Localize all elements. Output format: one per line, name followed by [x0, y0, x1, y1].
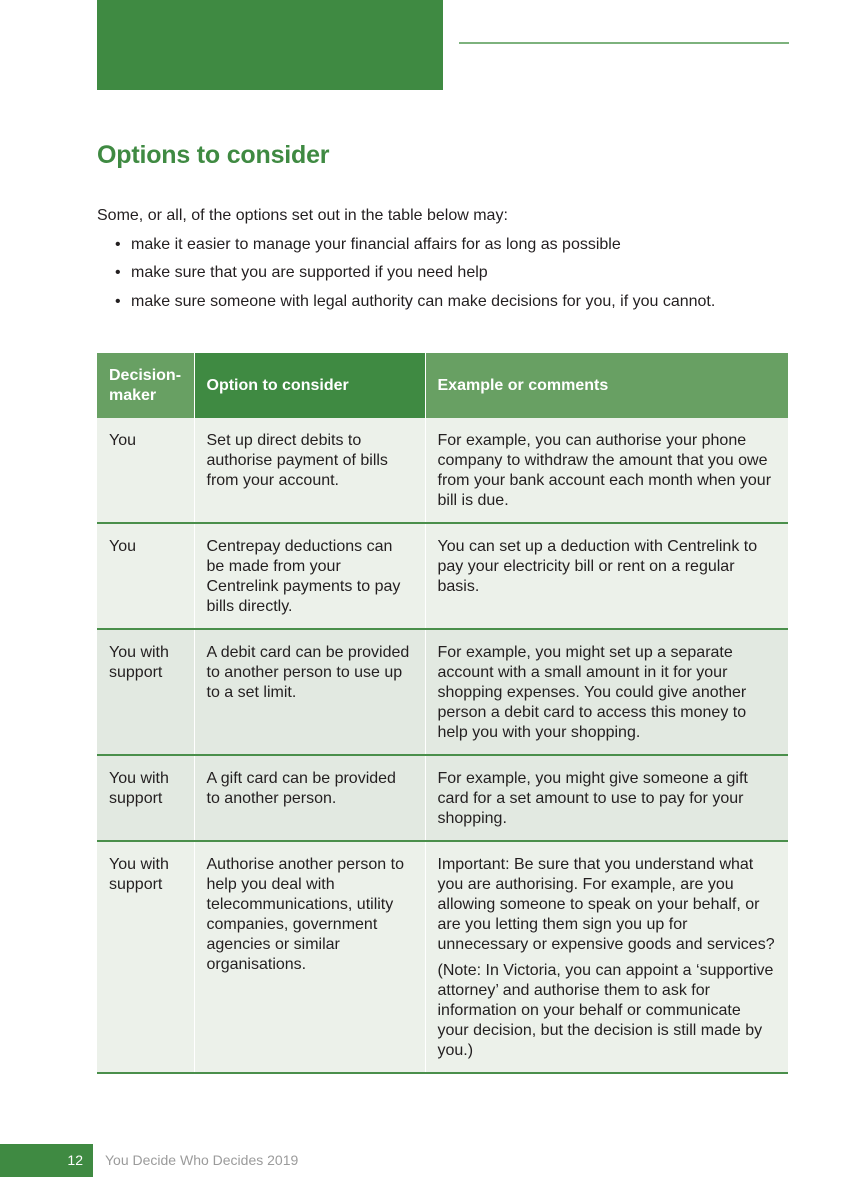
option-cell: Authorise another person to help you deal with telecommunications, utility companies, government agencies or similar organisations.: [194, 841, 425, 1073]
comment-paragraph: Important: Be sure that you understand what you are authorising. For example, are you allowing someone to speak on your behalf, or are you letting them sign you up for unnecessary or expensive goods and services?: [437, 856, 775, 953]
intro-text: Some, or all, of the options set out in the table below may:: [97, 207, 508, 224]
bullet-dot-icon: •: [115, 292, 121, 310]
page-title: Options to consider: [97, 141, 330, 169]
comment-paragraph: For example, you might give someone a gift card for a set amount to use to pay for your shopping.: [437, 770, 748, 827]
column-header-comments: Example or comments: [425, 353, 788, 418]
table-row: [97, 755, 788, 841]
comment-note: (Note: In Victoria, you can appoint a ‘supportive attorney’ and authorise them to ask for information on your behalf or communicate your decision, but the decision is still made by you.): [437, 962, 774, 1059]
decision-maker-cell: You with support: [97, 755, 194, 841]
table-header-row: [97, 353, 788, 418]
bullet-item: [97, 235, 797, 255]
comment-paragraph: You can set up a deduction with Centrelink to pay your electricity bill or rent on a regular basis.: [437, 538, 758, 595]
decision-maker-cell: You: [97, 418, 194, 523]
decision-maker-cell: You with support: [97, 629, 194, 755]
comment-paragraph: For example, you might set up a separate account with a small amount in it for your shopping expenses. You could give another person a debit card to access this money to help you with your shopping.: [437, 644, 747, 741]
page-number-block: [0, 1144, 93, 1177]
option-cell: A gift card can be provided to another person.: [194, 755, 425, 841]
decision-maker-cell: You with support: [97, 841, 194, 1073]
header-rule: [459, 42, 789, 44]
comments-cell: [425, 629, 788, 755]
decision-maker-cell: You: [97, 523, 194, 629]
comments-cell: [425, 523, 788, 629]
option-cell: Set up direct debits to authorise payment of bills from your account.: [194, 418, 425, 523]
bullet-item: [97, 292, 797, 312]
option-cell: A debit card can be provided to another person to use up to a set limit.: [194, 629, 425, 755]
table-row: [97, 418, 788, 523]
header-green-block: [97, 0, 443, 90]
comments-cell: [425, 841, 788, 1073]
column-header-option: Option to consider: [194, 353, 425, 418]
column-header-decision-maker: Decision-maker: [97, 353, 194, 418]
option-cell: Centrepay deductions can be made from your Centrelink payments to pay bills directly.: [194, 523, 425, 629]
comment-paragraph: For example, you can authorise your phone company to withdraw the amount that you owe from your bank account each month when your bill is due.: [437, 432, 772, 509]
options-table: [97, 353, 788, 1074]
bullet-dot-icon: •: [115, 235, 121, 253]
table-row: [97, 629, 788, 755]
footer-publication-title: You Decide Who Decides 2019: [105, 1152, 299, 1168]
bullet-item: [97, 263, 797, 283]
table-row: [97, 523, 788, 629]
bullet-text: make it easier to manage your financial affairs for as long as possible: [131, 235, 621, 253]
comments-cell: [425, 755, 788, 841]
comments-cell: [425, 418, 788, 523]
bullet-text: make sure someone with legal authority can make decisions for you, if you cannot.: [131, 292, 716, 310]
table-row: [97, 841, 788, 1073]
intro-section: [97, 206, 797, 312]
page-number: 12: [67, 1152, 83, 1168]
bullet-text: make sure that you are supported if you need help: [131, 264, 488, 281]
bullet-list: [97, 235, 797, 312]
bullet-dot-icon: •: [115, 264, 121, 281]
